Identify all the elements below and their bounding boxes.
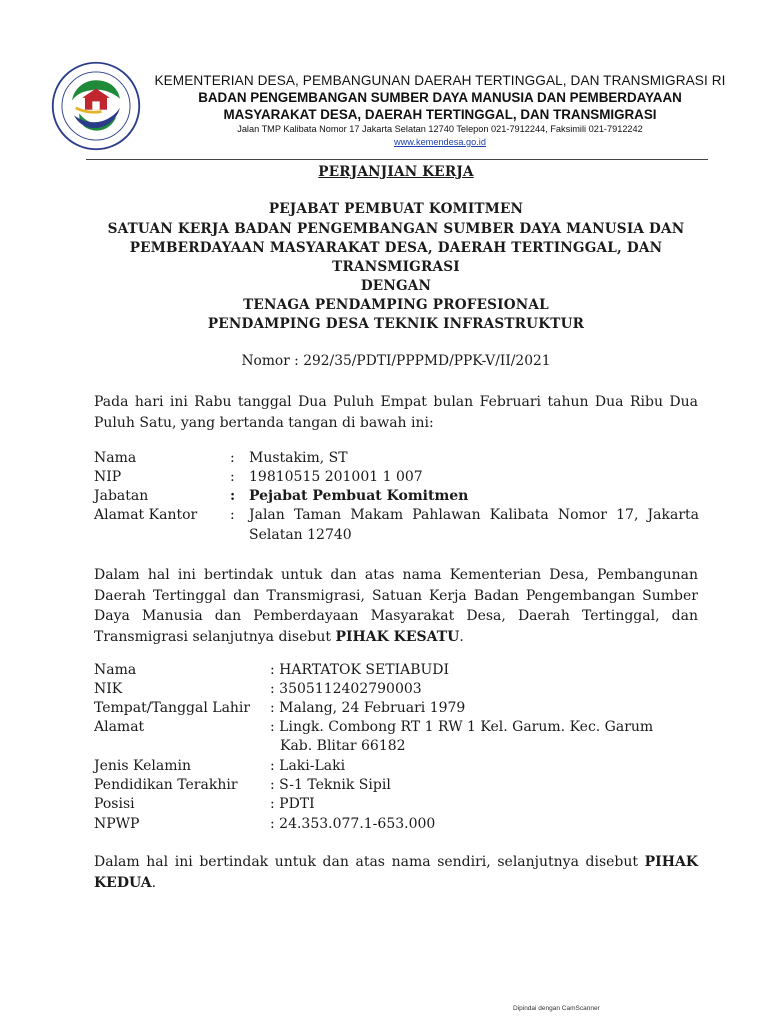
letterhead bbox=[150, 72, 730, 148]
field-label: Alamat bbox=[94, 719, 145, 735]
title-line: PENDAMPING DESA TEKNIK INFRASTRUKTUR bbox=[207, 316, 585, 332]
scanner-watermark: Dipindai dengan CamScanner bbox=[513, 1005, 600, 1012]
field-value: : Laki-Laki bbox=[270, 758, 346, 774]
statement-text: Dalam hal ini bertindak untuk dan atas nama sendiri, selanjutnya disebut bbox=[94, 854, 645, 870]
field-label: Tempat/Tanggal Lahir bbox=[94, 700, 251, 716]
pihak-kedua-label: PIHAK KEDUA bbox=[94, 854, 698, 891]
field-label: NPWP bbox=[94, 816, 140, 832]
party2-statement bbox=[94, 852, 698, 893]
field-sep: : bbox=[230, 488, 236, 504]
ministry-name: KEMENTERIAN DESA, PEMBANGUNAN DAERAH TERTINGGAL, DAN TRANSMIGRASI RI bbox=[154, 73, 726, 88]
agency-name-line2: MASYARAKAT DESA, DAERAH TERTINGGAL, DAN TRANSMIGRASI bbox=[223, 107, 657, 122]
field-value: 19810515 201001 1 007 bbox=[249, 469, 423, 485]
document-title: PERJANJIAN KERJA bbox=[318, 164, 474, 180]
field-value: Mustakim, ST bbox=[249, 450, 348, 466]
document-number: Nomor : 292/35/PDTI/PPPMD/PPK-V/II/2021 bbox=[241, 353, 551, 369]
field-value: Pejabat Pembuat Komitmen bbox=[249, 488, 469, 504]
header-divider bbox=[86, 159, 708, 160]
field-sep: : bbox=[230, 507, 235, 523]
field-value: : S-1 Teknik Sipil bbox=[270, 777, 391, 793]
agency-address: Jalan TMP Kalibata Nomor 17 Jakarta Selatan 12740 Telepon 021-7912244, Faksimili 021-7912242 bbox=[237, 124, 643, 134]
field-value: : Lingk. Combong RT 1 RW 1 Kel. Garum. Kec. Garum bbox=[270, 719, 654, 735]
title-line: SATUAN KERJA BADAN PENGEMBANGAN SUMBER DAYA MANUSIA DAN bbox=[107, 221, 685, 237]
title-line: TENAGA PENDAMPING PROFESIONAL bbox=[243, 297, 549, 313]
agency-name-line1: BADAN PENGEMBANGAN SUMBER DAYA MANUSIA DAN PEMBERDAYAAN bbox=[198, 90, 682, 105]
title-line: PEJABAT PEMBUAT KOMITMEN bbox=[268, 201, 524, 217]
kemendesa-logo-icon bbox=[50, 60, 142, 152]
field-value: Jalan Taman Makam Pahlawan Kalibata Nomor 17, Jakarta Selatan 12740 bbox=[249, 507, 699, 543]
field-label: NIP bbox=[94, 469, 122, 485]
field-sep: : bbox=[230, 469, 235, 485]
field-label: Posisi bbox=[94, 796, 135, 812]
field-value: : Malang, 24 Februari 1979 bbox=[270, 700, 466, 716]
field-label: Pendidikan Terakhir bbox=[94, 777, 238, 793]
statement-end: . bbox=[151, 874, 157, 891]
field-label: NIK bbox=[94, 681, 123, 697]
field-label: Nama bbox=[94, 662, 137, 678]
agency-website-link[interactable]: www.kemendesa.go.id bbox=[394, 137, 486, 147]
field-value-continued: Kab. Blitar 66182 bbox=[280, 738, 406, 754]
field-value: : HARTATOK SETIABUDI bbox=[270, 662, 450, 678]
statement-end: . bbox=[459, 628, 464, 645]
field-label: Jabatan bbox=[94, 488, 149, 504]
field-sep: : bbox=[230, 450, 235, 466]
title-line: DENGAN bbox=[360, 278, 432, 294]
pihak-kesatu-label: PIHAK KESATU bbox=[335, 628, 460, 645]
field-label: Jenis Kelamin bbox=[94, 758, 191, 774]
title-line: PEMBERDAYAAN MASYARAKAT DESA, DAERAH TERTINGGAL, DAN bbox=[129, 240, 663, 256]
statement-text: Dalam hal ini bertindak untuk dan atas nama Kementerian Desa, Pembangunan Daerah Tertinggal dan Transmigrasi, Satuan Kerja Badan Pengembangan Sumber Daya Manusia dan Pemberdayaan Masyarakat Desa, Daerah Tertinggal, dan Transmigrasi selanjutnya disebut bbox=[94, 567, 698, 645]
field-value: : 24.353.077.1-653.000 bbox=[270, 816, 436, 832]
field-value: : PDTI bbox=[270, 796, 315, 812]
field-label: Nama bbox=[94, 450, 137, 466]
party1-statement bbox=[94, 565, 698, 647]
intro-paragraph: Pada hari ini Rabu tanggal Dua Puluh Empat bulan Februari tahun Dua Ribu Dua Puluh Satu, yang bertanda tangan di bawah ini: bbox=[94, 394, 698, 431]
field-label: Alamat Kantor bbox=[94, 507, 198, 523]
title-line: TRANSMIGRASI bbox=[332, 259, 460, 275]
field-value: : 3505112402790003 bbox=[270, 681, 422, 697]
